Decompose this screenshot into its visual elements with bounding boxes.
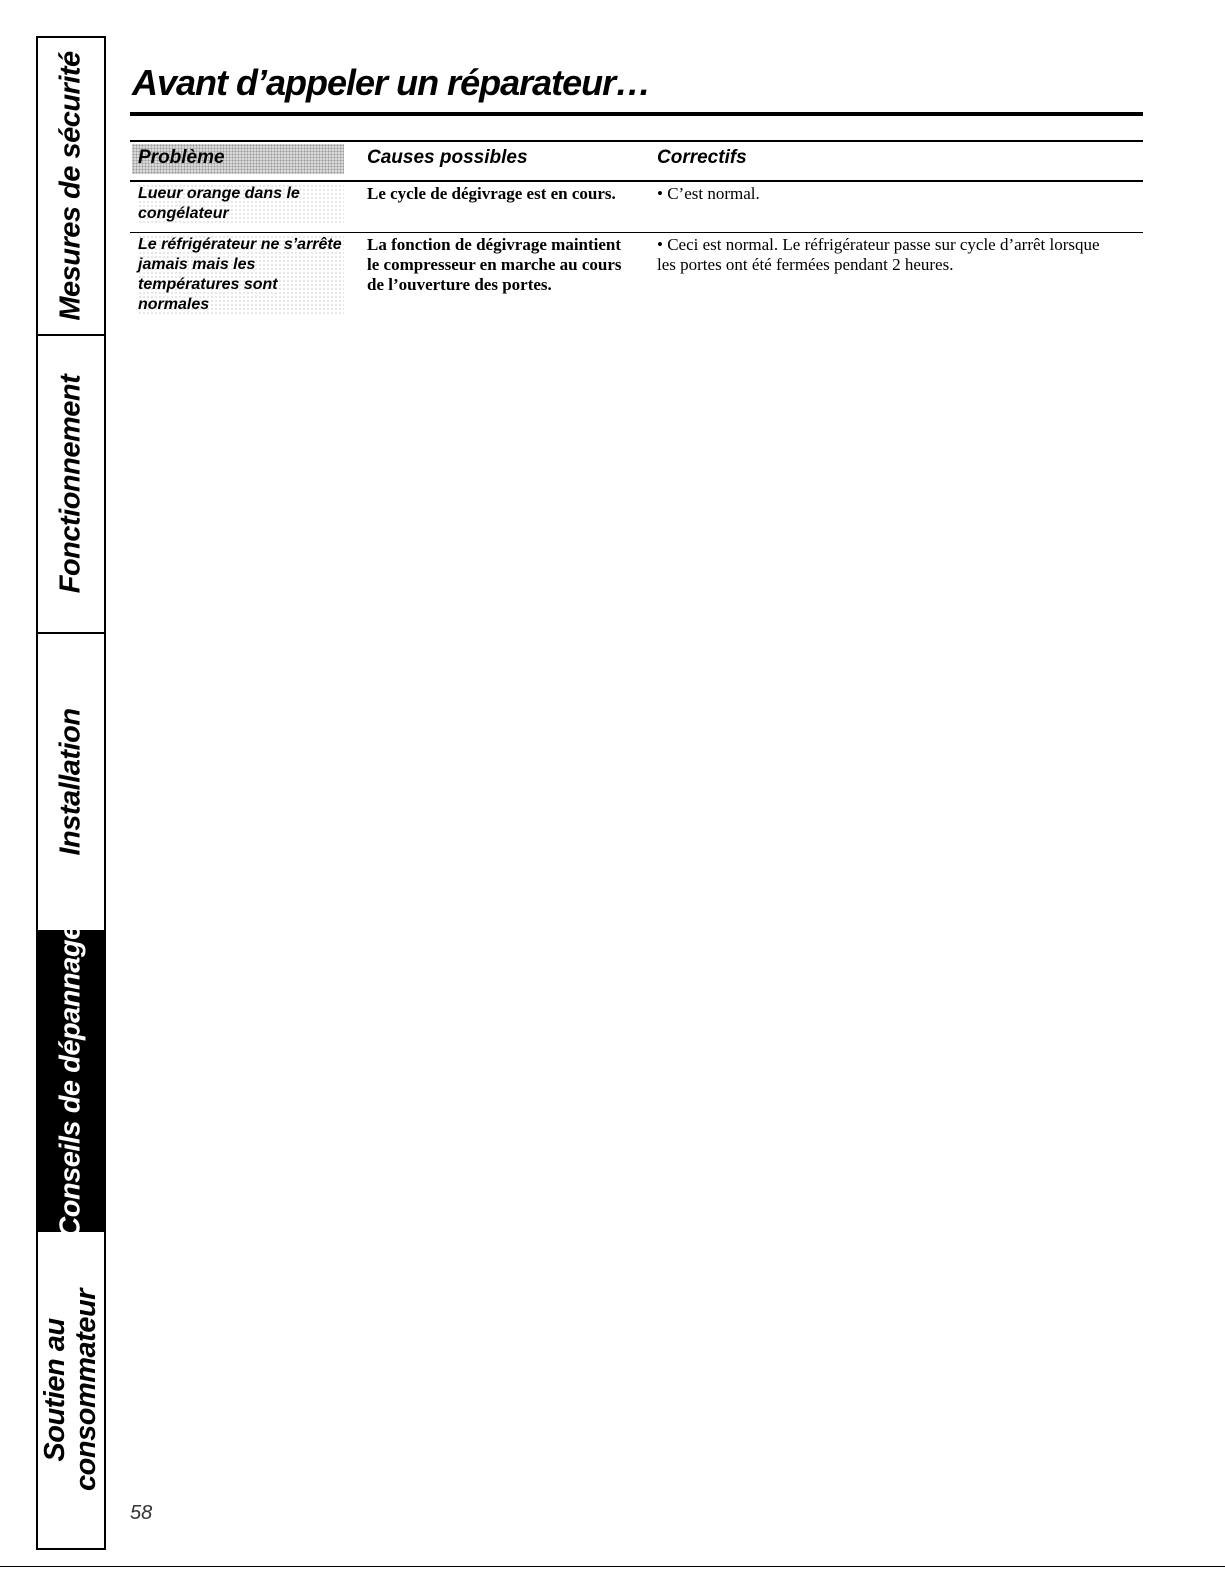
table-row	[130, 182, 1143, 233]
table-header-row	[130, 140, 1143, 182]
tab-label	[56, 708, 87, 855]
tab-label-line: Fonctionnement	[54, 374, 87, 594]
tab-label	[56, 375, 87, 594]
cause-cell: La fonction de dégivrage maintient le compresseur en marche au cours de l’ouverture des portes.	[367, 235, 622, 294]
table-row	[130, 233, 1143, 329]
page-number: 58	[130, 1502, 153, 1524]
header-problem: Problème	[138, 147, 225, 168]
fix-cell: • Ceci est normal. Le réfrigérateur passe sur cycle d’arrêt lorsque les portes ont été fermées pendant 2 heures.	[657, 235, 1100, 274]
section-tab-strip	[36, 36, 106, 1550]
tab-label-line: Mesures de sécurité	[54, 51, 87, 321]
troubleshooting-table	[130, 140, 1143, 329]
tab-label-line: Installation	[54, 708, 87, 856]
tab-label-line: Conseils de dépannage	[54, 924, 87, 1238]
tab-installation[interactable]	[38, 634, 104, 932]
page-title: Avant d’appeler un réparateur…	[132, 62, 651, 103]
header-fixes: Correctifs	[657, 147, 747, 168]
tab-fonctionnement[interactable]	[38, 336, 104, 634]
tab-label	[40, 1289, 102, 1491]
bottom-rule	[0, 1566, 1225, 1567]
tab-mesures-de-securite[interactable]	[38, 38, 104, 336]
problem-cell: Lueur orange dans le congélateur	[138, 184, 344, 224]
tab-label-line: Soutien au	[39, 1318, 71, 1462]
tab-label	[56, 51, 87, 320]
problem-cell: Le réfrigérateur ne s’arrête jamais mais les températures sont normales	[138, 235, 344, 315]
title-rule	[130, 112, 1143, 116]
header-causes: Causes possibles	[367, 147, 528, 168]
cause-cell: Le cycle de dégivrage est en cours.	[367, 184, 616, 203]
tab-label	[56, 924, 87, 1237]
tab-conseils-de-depannage[interactable]	[38, 924, 104, 1238]
tab-label-line: consommateur	[70, 1289, 102, 1491]
tab-soutien-au-consommateur[interactable]	[38, 1232, 104, 1548]
fix-cell: • C’est normal.	[657, 184, 760, 203]
